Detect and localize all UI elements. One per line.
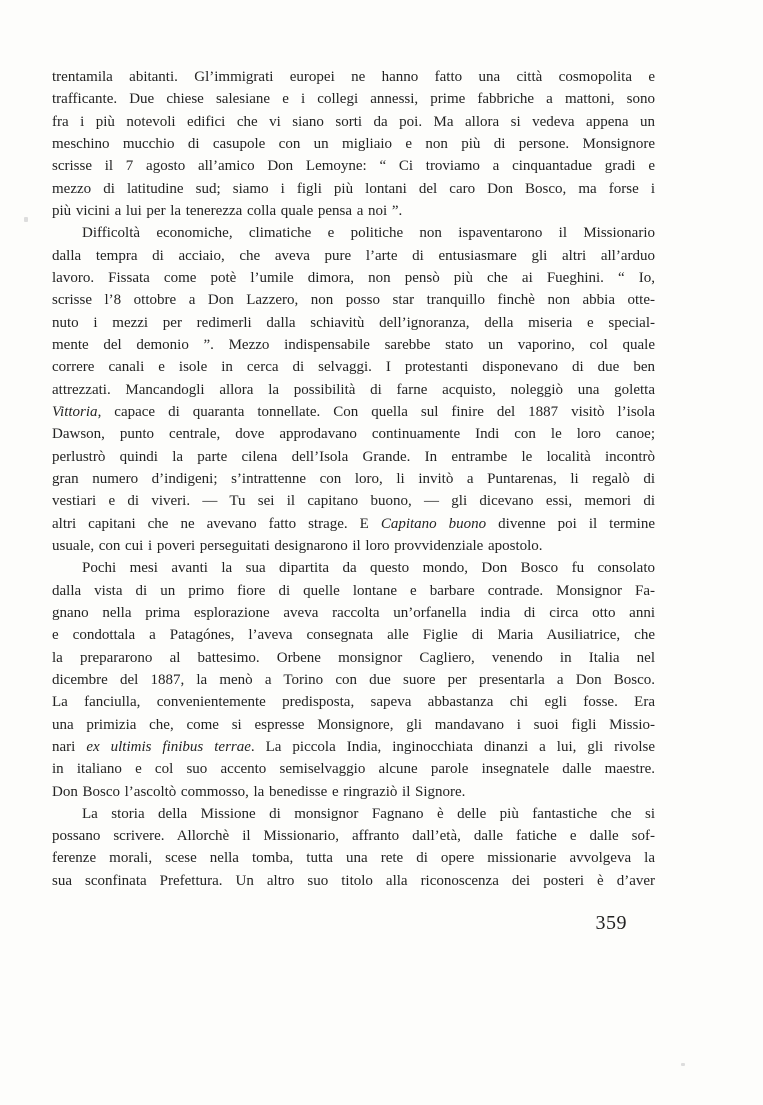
text-line: correre canali e isole in cerca di selvaggi. I protestanti disponevano di due ben [52, 359, 655, 376]
text-line: altri capitani che ne avevano fatto strage. E Capitano buono divenne poi il termine [52, 515, 655, 532]
text-line: una primizia che, come si espresse Monsignore, gli mandavano i suoi figli Missio- [52, 716, 655, 733]
text-line: Don Bosco l’ascoltò commosso, la benedisse e ringraziò il Signore. [52, 783, 466, 800]
text-line: La fanciulla, convenientemente predisposta, sapeva abbastanza chi egli fosse. Era [52, 694, 655, 711]
text-line: La storia della Missione di monsignor Fagnano è delle più fantastiche che si [82, 805, 655, 822]
text-line: vestiari e di viveri. — Tu sei il capitano buono, — gli dicevano essi, memori di [52, 493, 655, 510]
text-line: Dawson, punto centrale, dove approdavano continuamente Indi con le loro canoe; [52, 426, 655, 443]
text-line: usuale, con cui i poveri perseguitati designarono il loro provvidenziale apostolo. [52, 537, 543, 554]
scan-artifact [24, 217, 28, 222]
text-line: scrisse il 7 agosto all’amico Don Lemoyne: “ Ci troviamo a cinquantadue gradi e [52, 158, 655, 175]
text-line: nari ex ultimis finibus terrae. La piccola India, inginocchiata dinanzi a lui, gli rivolse [52, 738, 656, 755]
text-line: gnano nella prima esplorazione aveva raccolta un’orfanella india di circa otto anni [52, 604, 655, 621]
text-line: Vittoria, capace di quaranta tonnellate. Con quella sul finire del 1887 visitò l’isola [52, 403, 655, 420]
text-line: fra i più notevoli edifici che vi siano sorti da poi. Ma allora si vedeva appena un [52, 113, 655, 130]
text-line: mente del demonio ”. Mezzo indispensabile sarebbe stato un vaporino, col quale [52, 336, 655, 353]
text-line: dalla tempra di acciaio, che aveva pure l’arte di entusiasmare gli altri all’arduo [52, 247, 655, 264]
text-line: possano scrivere. Allorchè il Missionario, affranto dall’età, dalle fatiche e dalle sof- [52, 828, 655, 845]
text-line: sua sconfinata Prefettura. Un altro suo titolo alla riconoscenza dei posteri è d’aver [52, 872, 655, 889]
text-line: la prepararono al battesimo. Orbene monsignor Cagliero, venendo in Italia nel [52, 649, 655, 666]
text-line: meschino mucchio di casupole con un migliaio e non più di persone. Monsignore [52, 135, 655, 152]
text-line: trafficante. Due chiese salesiane e i collegi annessi, prime fabbriche a mattoni, sono [52, 91, 655, 108]
text-line: gran numero d’indigeni; s’intrattenne con loro, li invitò a Puntarenas, li regalò di [52, 470, 655, 487]
scan-artifact [681, 1063, 685, 1066]
text-line: dalla vista di un primo fiore di quelle lontane e barbare contrade. Monsignor Fa- [52, 582, 655, 599]
text-line: in italiano e col suo accento semiselvaggio alcune parole insegnatele dalle maestre. [52, 761, 655, 778]
text-line: più vicini a lui per la tenerezza colla quale pensa a noi ”. [52, 202, 403, 219]
text-line: trentamila abitanti. Gl’immigrati europei ne hanno fatto una città cosmopolita e [52, 69, 655, 85]
page-number: 359 [595, 912, 627, 934]
text-line: lavoro. Fissata come potè l’umile dimora, non pensò più che ai Fueghini. “ Io, [52, 269, 655, 286]
text-line: e condottala a Patagónes, l’aveva consegnata alle Figlie di Maria Ausiliatrice, che [52, 627, 655, 644]
text-line: dicembre del 1887, la menò a Torino con due suore per presentarla a Don Bosco. [52, 671, 655, 688]
text-line: Pochi mesi avanti la sua dipartita da questo mondo, Don Bosco fu consolato [82, 560, 655, 577]
page-text [52, 66, 655, 892]
text-line: perlustrò quindi la parte cilena dell’Isola Grande. In entrambe le località incontrò [52, 448, 655, 465]
text-line: scrisse l’8 ottobre a Don Lazzero, non posso star tranquillo finchè non abbia otte- [52, 292, 655, 309]
text-line: nuto i mezzi per redimerli dalla schiavitù dell’ignoranza, della miseria e special- [52, 314, 655, 331]
text-line: ferenze morali, scese nella tomba, tutta una rete di opere missionarie avvolgeva la [52, 850, 655, 867]
text-line: Difficoltà economiche, climatiche e politiche non ispaventarono il Missionario [82, 225, 655, 242]
text-line: mezzo di latitudine sud; siamo i figli più lontani del caro Don Bosco, ma forse i [52, 180, 655, 197]
text-line: attrezzati. Mancandogli allora la possibilità di farne acquisto, noleggiò una goletta [52, 381, 655, 398]
